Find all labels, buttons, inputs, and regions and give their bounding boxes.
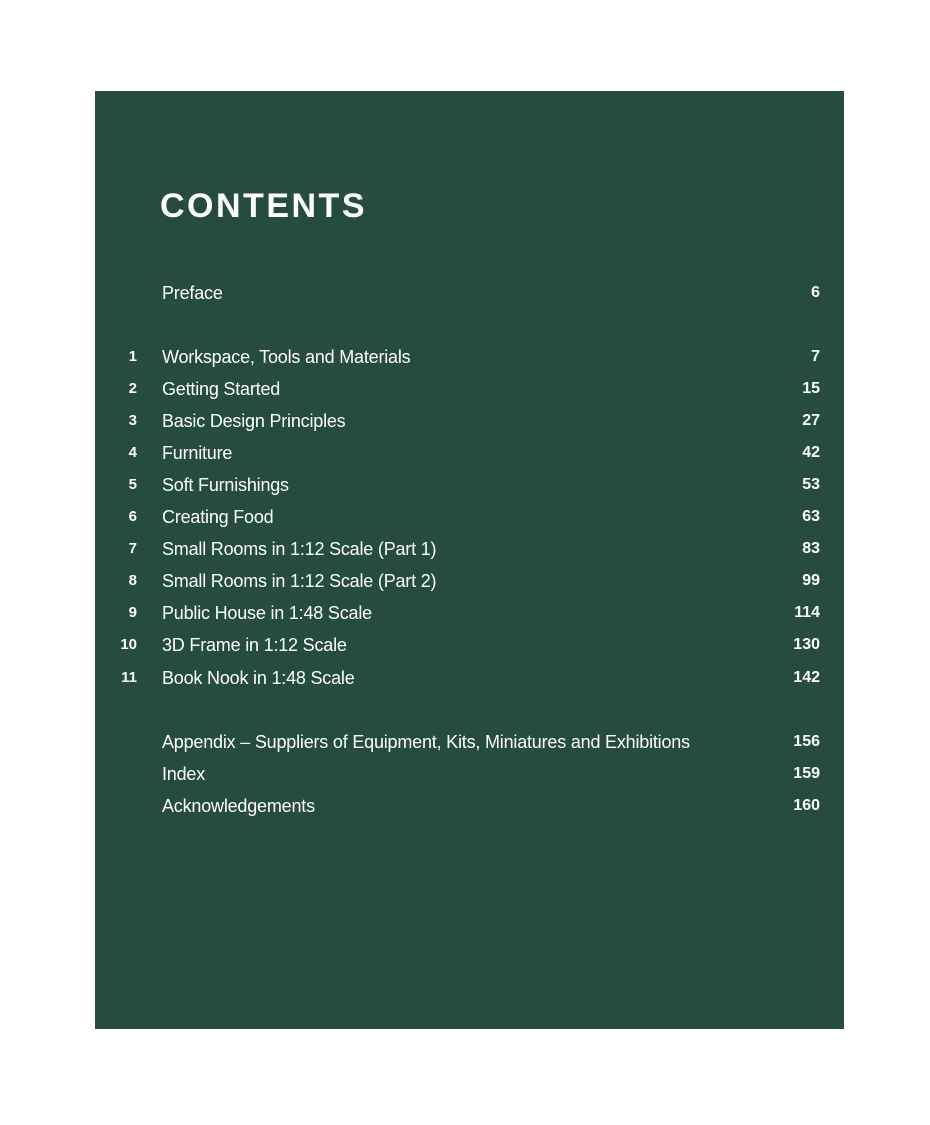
contents-panel [95, 91, 844, 1029]
toc-entry-label: Small Rooms in 1:12 Scale (Part 2) [162, 571, 437, 591]
toc-chapter-number: 5 [128, 476, 137, 493]
toc-entry-label: 3D Frame in 1:12 Scale [162, 635, 347, 655]
toc-chapter-number: 3 [128, 412, 137, 429]
toc-entry-chapter-4[interactable] [95, 437, 844, 469]
toc-entry-preface[interactable] [95, 277, 844, 309]
toc-entry-index[interactable] [95, 758, 844, 790]
toc-chapter-number: 7 [128, 540, 137, 557]
toc-entry-label: Furniture [162, 443, 233, 463]
toc-entry-label: Workspace, Tools and Materials [162, 347, 411, 367]
toc-entry-label: Creating Food [162, 507, 274, 527]
toc-entry-page: 156 [793, 733, 820, 750]
toc-chapter-number: 2 [128, 380, 137, 397]
toc-entry-label: Public House in 1:48 Scale [162, 603, 372, 623]
toc-chapter-number: 1 [128, 348, 137, 365]
toc-entry-page: 7 [811, 348, 820, 365]
toc-entry-page: 53 [802, 476, 820, 493]
toc-entry-label: Preface [162, 283, 223, 303]
toc-entry-page: 142 [793, 669, 820, 686]
toc-entry-label: Small Rooms in 1:12 Scale (Part 1) [162, 539, 437, 559]
toc-entry-chapter-6[interactable] [95, 501, 844, 533]
toc-entry-label: Appendix – Suppliers of Equipment, Kits, Miniatures and Exhibitions [162, 732, 690, 752]
toc-entry-chapter-7[interactable] [95, 533, 844, 565]
page-title: CONTENTS [160, 187, 367, 225]
toc-chapter-number: 10 [120, 636, 137, 653]
toc-chapter-number: 8 [128, 572, 137, 589]
toc-entry-page: 6 [811, 284, 820, 301]
toc-entry-page: 160 [793, 797, 820, 814]
toc-entry-chapter-2[interactable] [95, 373, 844, 405]
toc-entry-appendix[interactable] [95, 726, 844, 758]
toc-entry-chapter-3[interactable] [95, 405, 844, 437]
toc-entry-page: 114 [794, 604, 820, 621]
toc-entry-label: Basic Design Principles [162, 411, 346, 431]
toc-entry-label: Getting Started [162, 379, 281, 399]
toc-entry-page: 99 [802, 572, 820, 589]
toc-entry-page: 63 [802, 508, 820, 525]
toc-entry-chapter-9[interactable] [95, 597, 844, 629]
toc-entry-page: 159 [793, 765, 820, 782]
toc-chapter-number: 9 [128, 604, 137, 621]
toc-chapter-number: 11 [121, 669, 137, 686]
toc-entry-label: Soft Furnishings [162, 475, 289, 495]
toc-entry-page: 42 [802, 444, 820, 461]
toc-entry-chapter-10[interactable] [95, 629, 844, 661]
toc-entry-page: 130 [793, 636, 820, 653]
toc-entry-label: Acknowledgements [162, 796, 315, 816]
toc-entry-acknowledgements[interactable] [95, 790, 844, 822]
toc-entry-label: Index [162, 764, 206, 784]
toc-entry-chapter-5[interactable] [95, 469, 844, 501]
toc-chapter-number: 6 [128, 508, 137, 525]
toc-entry-chapter-8[interactable] [95, 565, 844, 597]
toc-entry-page: 15 [802, 380, 820, 397]
toc-entry-label: Book Nook in 1:48 Scale [162, 668, 355, 688]
toc-entry-page: 83 [802, 540, 820, 557]
toc-chapter-number: 4 [128, 444, 137, 461]
toc-entry-chapter-1[interactable] [95, 341, 844, 373]
toc-entry-page: 27 [802, 412, 820, 429]
toc-entry-chapter-11[interactable] [95, 662, 844, 694]
